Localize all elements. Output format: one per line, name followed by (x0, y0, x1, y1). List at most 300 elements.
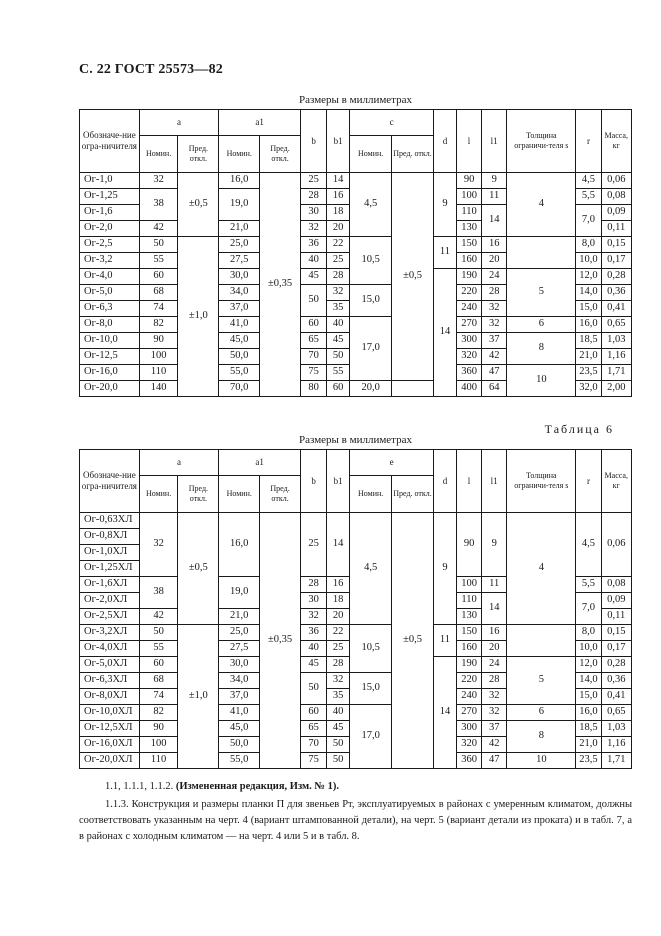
designation-cell: Ог-6,3ХЛ (80, 673, 140, 689)
e-nom-cell: 15,0 (350, 673, 392, 705)
mass-cell: 0,41 (601, 301, 632, 317)
a1-nom-cell: 70,0 (219, 381, 260, 397)
mass-cell: 0,08 (601, 577, 632, 593)
b1-cell: 40 (327, 705, 350, 721)
col-d: d (433, 450, 456, 513)
col-designation: Обозначе-ние огра-ничителя (80, 110, 140, 173)
designation-cell: Ог-16,0ХЛ (80, 737, 140, 753)
b1-cell: 45 (327, 721, 350, 737)
s-cell: 10 (507, 753, 576, 769)
col-r: r (576, 450, 601, 513)
l1-cell: 9 (482, 173, 507, 189)
col-mass: Масса, кг (601, 450, 632, 513)
l1-cell: 14 (482, 205, 507, 237)
mass-cell: 0,15 (601, 237, 632, 253)
b-cell: 32 (300, 609, 326, 625)
mass-cell: 0,11 (601, 221, 632, 237)
mass-cell: 0,17 (601, 253, 632, 269)
b1-cell: 32 (327, 285, 350, 301)
designation-cell: Ог-3,2ХЛ (80, 625, 140, 641)
b1-cell: 16 (327, 577, 350, 593)
l1-cell: 16 (482, 237, 507, 253)
a1-nom-cell: 37,0 (219, 689, 260, 705)
col-b1: b1 (327, 450, 350, 513)
b1-cell: 50 (327, 753, 350, 769)
a-nom-cell: 42 (139, 221, 178, 237)
designation-cell: Ог-0,63ХЛ (80, 513, 140, 529)
a1-nom-cell: 19,0 (219, 577, 260, 609)
mass-cell: 0,28 (601, 269, 632, 285)
r-cell: 16,0 (576, 705, 601, 721)
col-a: a (139, 110, 219, 136)
r-cell: 4,5 (576, 513, 601, 577)
b1-cell: 45 (327, 333, 350, 349)
b1-cell: 20 (327, 221, 350, 237)
r-cell: 7,0 (576, 593, 601, 625)
designation-cell: Ог-5,0ХЛ (80, 657, 140, 673)
a1-nom-cell: 55,0 (219, 753, 260, 769)
l-cell: 360 (457, 753, 482, 769)
l-cell: 190 (457, 657, 482, 673)
designation-cell: Ог-4,0ХЛ (80, 641, 140, 657)
a1-nom-cell: 50,0 (219, 737, 260, 753)
r-cell: 14,0 (576, 285, 601, 301)
s-cell: 4 (507, 173, 576, 237)
col-a-nom: Номин. (139, 136, 178, 173)
mass-cell: 0,08 (601, 189, 632, 205)
b-cell: 60 (300, 705, 326, 721)
a-nom-cell: 110 (139, 365, 178, 381)
s-cell: 6 (507, 317, 576, 333)
b1-cell: 35 (327, 301, 350, 317)
mass-cell: 0,17 (601, 641, 632, 657)
l1-cell: 28 (482, 285, 507, 301)
col-r: r (576, 110, 601, 173)
b1-cell: 50 (327, 349, 350, 365)
b1-cell: 32 (327, 673, 350, 689)
b1-cell: 40 (327, 317, 350, 333)
a-tol-cell: ±1,0 (178, 237, 219, 397)
mass-cell: 1,16 (601, 349, 632, 365)
l1-cell: 24 (482, 269, 507, 285)
r-cell: 18,5 (576, 721, 601, 737)
b-cell: 30 (300, 593, 326, 609)
c-nom-cell: 17,0 (350, 317, 392, 381)
c-nom-cell: 4,5 (350, 173, 392, 237)
a1-nom-cell: 30,0 (219, 657, 260, 673)
r-cell: 16,0 (576, 317, 601, 333)
a-nom-cell: 38 (139, 577, 178, 609)
designation-cell: Ог-3,2 (80, 253, 140, 269)
designation-cell: Ог-2,5 (80, 237, 140, 253)
a-nom-cell: 42 (139, 609, 178, 625)
l1-cell: 20 (482, 641, 507, 657)
l1-cell: 20 (482, 253, 507, 269)
designation-cell: Ог-8,0 (80, 317, 140, 333)
dimensions-table-1 (79, 109, 632, 397)
r-cell: 15,0 (576, 689, 601, 705)
l-cell: 400 (457, 381, 482, 397)
b-cell: 50 (300, 285, 326, 317)
b1-cell: 16 (327, 189, 350, 205)
a-nom-cell: 68 (139, 673, 178, 689)
d-cell: 9 (433, 513, 456, 625)
l-cell: 220 (457, 285, 482, 301)
col-e-nom: Номин. (350, 476, 392, 513)
amendment-text: (Измененная редакция, Изм. № 1). (175, 781, 339, 792)
b1-cell: 14 (327, 513, 350, 577)
l1-cell: 24 (482, 657, 507, 673)
amendment-refs: 1.1, 1.1.1, 1.1.2. (105, 781, 174, 792)
l1-cell: 32 (482, 705, 507, 721)
col-b: b (300, 450, 326, 513)
col-e: e (350, 450, 434, 476)
a1-nom-cell: 21,0 (219, 221, 260, 237)
a1-nom-cell: 25,0 (219, 237, 260, 253)
designation-cell: Ог-6,3 (80, 301, 140, 317)
b1-cell: 20 (327, 609, 350, 625)
a-nom-cell: 32 (139, 513, 178, 577)
page-header: С. 22 ГОСТ 25573—82 (79, 62, 223, 77)
designation-cell: Ог-1,25 (80, 189, 140, 205)
designation-cell: Ог-0,8ХЛ (80, 529, 140, 545)
col-e-tol: Пред. откл. (392, 476, 434, 513)
l-cell: 240 (457, 301, 482, 317)
mass-cell: 2,00 (601, 381, 632, 397)
units-caption-1: Размеры в миллиметрах (299, 94, 412, 106)
mass-cell: 0,09 (601, 593, 632, 609)
r-cell: 18,5 (576, 333, 601, 349)
l-cell: 150 (457, 237, 482, 253)
col-a: a (139, 450, 219, 476)
col-b1: b1 (327, 110, 350, 173)
l-cell: 130 (457, 609, 482, 625)
designation-cell: Ог-20,0 (80, 381, 140, 397)
c-nom-cell: 15,0 (350, 285, 392, 317)
r-cell: 15,0 (576, 301, 601, 317)
r-cell: 10,0 (576, 253, 601, 269)
d-cell: 11 (433, 237, 456, 269)
s-cell-empty (507, 237, 576, 269)
designation-cell: Ог-1,0 (80, 173, 140, 189)
a1-nom-cell: 30,0 (219, 269, 260, 285)
l1-cell: 14 (482, 593, 507, 625)
a1-tol-cell: ±0,35 (260, 173, 301, 397)
a-nom-cell: 60 (139, 269, 178, 285)
s-cell: 10 (507, 365, 576, 397)
a1-nom-cell: 19,0 (219, 189, 260, 221)
mass-cell: 1,71 (601, 365, 632, 381)
mass-cell: 0,09 (601, 205, 632, 221)
s-cell: 5 (507, 269, 576, 317)
a1-nom-cell: 16,0 (219, 513, 260, 577)
col-a1-nom: Номин. (219, 136, 260, 173)
a-nom-cell: 38 (139, 189, 178, 221)
r-cell: 5,5 (576, 189, 601, 205)
l-cell: 130 (457, 221, 482, 237)
a-nom-cell: 82 (139, 705, 178, 721)
a1-nom-cell: 21,0 (219, 609, 260, 625)
l1-cell: 47 (482, 365, 507, 381)
r-cell: 8,0 (576, 625, 601, 641)
a1-nom-cell: 34,0 (219, 285, 260, 301)
a-nom-cell: 140 (139, 381, 178, 397)
l-cell: 190 (457, 269, 482, 285)
l1-cell: 11 (482, 189, 507, 205)
a1-nom-cell: 55,0 (219, 365, 260, 381)
col-a1: a1 (219, 450, 301, 476)
a-nom-cell: 82 (139, 317, 178, 333)
a1-tol-cell: ±0,35 (260, 513, 301, 769)
designation-cell: Ог-10,0ХЛ (80, 705, 140, 721)
b-cell: 75 (300, 365, 326, 381)
col-a1-tol: Пред. откл. (260, 136, 301, 173)
b-cell: 70 (300, 737, 326, 753)
designation-cell: Ог-2,0 (80, 221, 140, 237)
b-cell: 28 (300, 189, 326, 205)
l-cell: 110 (457, 205, 482, 221)
l1-cell: 32 (482, 689, 507, 705)
r-cell: 32,0 (576, 381, 601, 397)
b1-cell: 35 (327, 689, 350, 705)
r-cell: 12,0 (576, 269, 601, 285)
a1-nom-cell: 45,0 (219, 721, 260, 737)
designation-cell: Ог-2,5ХЛ (80, 609, 140, 625)
r-cell: 8,0 (576, 237, 601, 253)
b-cell: 36 (300, 625, 326, 641)
s-cell: 8 (507, 721, 576, 753)
b1-cell: 22 (327, 237, 350, 253)
a-nom-cell: 74 (139, 301, 178, 317)
col-a1-tol: Пред. откл. (260, 476, 301, 513)
l-cell: 270 (457, 317, 482, 333)
a1-nom-cell: 50,0 (219, 349, 260, 365)
r-cell: 23,5 (576, 365, 601, 381)
r-cell: 12,0 (576, 657, 601, 673)
col-l: l (457, 110, 482, 173)
col-c: c (350, 110, 434, 136)
a-nom-cell: 100 (139, 349, 178, 365)
designation-cell: Ог-1,0ХЛ (80, 545, 140, 561)
l-cell: 270 (457, 705, 482, 721)
e-nom-cell: 17,0 (350, 705, 392, 769)
col-l: l (457, 450, 482, 513)
a-nom-cell: 55 (139, 253, 178, 269)
b-cell: 25 (300, 173, 326, 189)
a1-nom-cell: 37,0 (219, 301, 260, 317)
l-cell: 100 (457, 189, 482, 205)
s-cell: 5 (507, 657, 576, 705)
l-cell: 160 (457, 253, 482, 269)
b1-cell: 14 (327, 173, 350, 189)
c-nom-cell: 20,0 (350, 381, 392, 397)
a1-nom-cell: 25,0 (219, 625, 260, 641)
mass-cell: 0,06 (601, 513, 632, 577)
a-nom-cell: 90 (139, 333, 178, 349)
col-c-nom: Номин. (350, 136, 392, 173)
designation-cell: Ог-10,0 (80, 333, 140, 349)
l-cell: 100 (457, 577, 482, 593)
paragraph-1-1-3: 1.1.3. Конструкция и размеры планки П для звеньев Рт, эксплуатируемых в районах с умеренным климатом, должны соответствовать указанным на черт. 4 (вариант штампованной детали), на черт. 5 (вариант детали из проката) и в табл. 7, а в районах с холодным климатом — на черт. 4 или 5 и в табл. 8. (79, 799, 632, 842)
d-cell: 9 (433, 173, 456, 237)
a-nom-cell: 32 (139, 173, 178, 189)
col-l1: l1 (482, 450, 507, 513)
b-cell: 80 (300, 381, 326, 397)
d-cell: 11 (433, 625, 456, 657)
b-cell: 28 (300, 577, 326, 593)
mass-cell: 0,36 (601, 673, 632, 689)
l1-cell: 64 (482, 381, 507, 397)
b1-cell: 28 (327, 269, 350, 285)
e-nom-cell: 4,5 (350, 513, 392, 625)
dimensions-table-6 (79, 449, 632, 769)
mass-cell: 1,71 (601, 753, 632, 769)
b-cell: 75 (300, 753, 326, 769)
col-a-nom: Номин. (139, 476, 178, 513)
col-thickness: Толщина ограничи-теля s (507, 450, 576, 513)
l-cell: 300 (457, 333, 482, 349)
b1-cell: 25 (327, 253, 350, 269)
col-a1-nom: Номин. (219, 476, 260, 513)
a1-nom-cell: 41,0 (219, 705, 260, 721)
col-mass: Масса, кг (601, 110, 632, 173)
b1-cell: 22 (327, 625, 350, 641)
designation-cell: Ог-16,0 (80, 365, 140, 381)
a1-nom-cell: 34,0 (219, 673, 260, 689)
l-cell: 160 (457, 641, 482, 657)
b1-cell: 18 (327, 593, 350, 609)
b-cell: 40 (300, 253, 326, 269)
e-tol-cell: ±0,5 (392, 513, 434, 769)
mass-cell: 1,16 (601, 737, 632, 753)
r-cell: 7,0 (576, 205, 601, 237)
designation-cell: Ог-1,6ХЛ (80, 577, 140, 593)
d-cell: 14 (433, 269, 456, 397)
c-tol-cell: ±0,5 (392, 173, 434, 381)
r-cell: 5,5 (576, 577, 601, 593)
r-cell: 21,0 (576, 349, 601, 365)
b1-cell: 55 (327, 365, 350, 381)
col-b: b (300, 110, 326, 173)
mass-cell: 0,65 (601, 705, 632, 721)
col-c-tol: Пред. откл. (392, 136, 434, 173)
mass-cell: 0,15 (601, 625, 632, 641)
designation-cell: Ог-1,25ХЛ (80, 561, 140, 577)
mass-cell: 0,36 (601, 285, 632, 301)
b-cell: 65 (300, 333, 326, 349)
b-cell: 60 (300, 317, 326, 333)
a-nom-cell: 100 (139, 737, 178, 753)
table-6-label: Таблица 6 (544, 422, 614, 436)
mass-cell: 0,11 (601, 609, 632, 625)
l-cell: 90 (457, 173, 482, 189)
b-cell: 50 (300, 673, 326, 705)
l1-cell: 37 (482, 721, 507, 737)
b-cell: 70 (300, 349, 326, 365)
a-nom-cell: 74 (139, 689, 178, 705)
b1-cell: 50 (327, 737, 350, 753)
l1-cell: 9 (482, 513, 507, 577)
l-cell: 90 (457, 513, 482, 577)
b-cell: 32 (300, 221, 326, 237)
mass-cell: 0,65 (601, 317, 632, 333)
b1-cell: 28 (327, 657, 350, 673)
a-nom-cell: 68 (139, 285, 178, 301)
e-nom-cell: 10,5 (350, 625, 392, 673)
c-nom-cell: 10,5 (350, 237, 392, 285)
a1-nom-cell: 16,0 (219, 173, 260, 189)
units-caption-2: Размеры в миллиметрах (299, 434, 412, 446)
a-nom-cell: 110 (139, 753, 178, 769)
mass-cell: 0,41 (601, 689, 632, 705)
a-nom-cell: 50 (139, 625, 178, 641)
l1-cell: 42 (482, 349, 507, 365)
amendment-note (79, 779, 632, 795)
l-cell: 360 (457, 365, 482, 381)
l1-cell: 16 (482, 625, 507, 641)
a1-nom-cell: 27,5 (219, 253, 260, 269)
l1-cell: 32 (482, 301, 507, 317)
c-tol-cell-empty (392, 381, 434, 397)
col-a-tol: Пред. откл. (178, 476, 219, 513)
designation-cell: Ог-12,5ХЛ (80, 721, 140, 737)
a-tol-cell: ±0,5 (178, 513, 219, 625)
b1-cell: 60 (327, 381, 350, 397)
designation-cell: Ог-5,0 (80, 285, 140, 301)
l1-cell: 47 (482, 753, 507, 769)
a-nom-cell: 55 (139, 641, 178, 657)
s-cell: 6 (507, 705, 576, 721)
r-cell: 10,0 (576, 641, 601, 657)
l1-cell: 32 (482, 317, 507, 333)
b-cell: 25 (300, 513, 326, 577)
designation-cell: Ог-12,5 (80, 349, 140, 365)
r-cell: 21,0 (576, 737, 601, 753)
s-cell-empty (507, 625, 576, 657)
l1-cell: 37 (482, 333, 507, 349)
mass-cell: 1,03 (601, 721, 632, 737)
a-tol-cell: ±0,5 (178, 173, 219, 237)
l1-cell: 42 (482, 737, 507, 753)
b-cell: 45 (300, 269, 326, 285)
designation-cell: Ог-2,0ХЛ (80, 593, 140, 609)
mass-cell: 0,28 (601, 657, 632, 673)
designation-cell: Ог-20,0ХЛ (80, 753, 140, 769)
a-nom-cell: 50 (139, 237, 178, 253)
col-thickness: Толщина ограничи-теля s (507, 110, 576, 173)
b-cell: 65 (300, 721, 326, 737)
r-cell: 4,5 (576, 173, 601, 189)
col-designation: Обозначе-ние огра-ничителя (80, 450, 140, 513)
mass-cell: 1,03 (601, 333, 632, 349)
col-a-tol: Пред. откл. (178, 136, 219, 173)
a1-nom-cell: 45,0 (219, 333, 260, 349)
l-cell: 220 (457, 673, 482, 689)
a-nom-cell: 90 (139, 721, 178, 737)
a1-nom-cell: 27,5 (219, 641, 260, 657)
b1-cell: 25 (327, 641, 350, 657)
b-cell: 30 (300, 205, 326, 221)
l-cell: 320 (457, 737, 482, 753)
b-cell: 40 (300, 641, 326, 657)
s-cell: 8 (507, 333, 576, 365)
col-d: d (433, 110, 456, 173)
l-cell: 300 (457, 721, 482, 737)
designation-cell: Ог-1,6 (80, 205, 140, 221)
b-cell: 36 (300, 237, 326, 253)
l-cell: 150 (457, 625, 482, 641)
l-cell: 320 (457, 349, 482, 365)
